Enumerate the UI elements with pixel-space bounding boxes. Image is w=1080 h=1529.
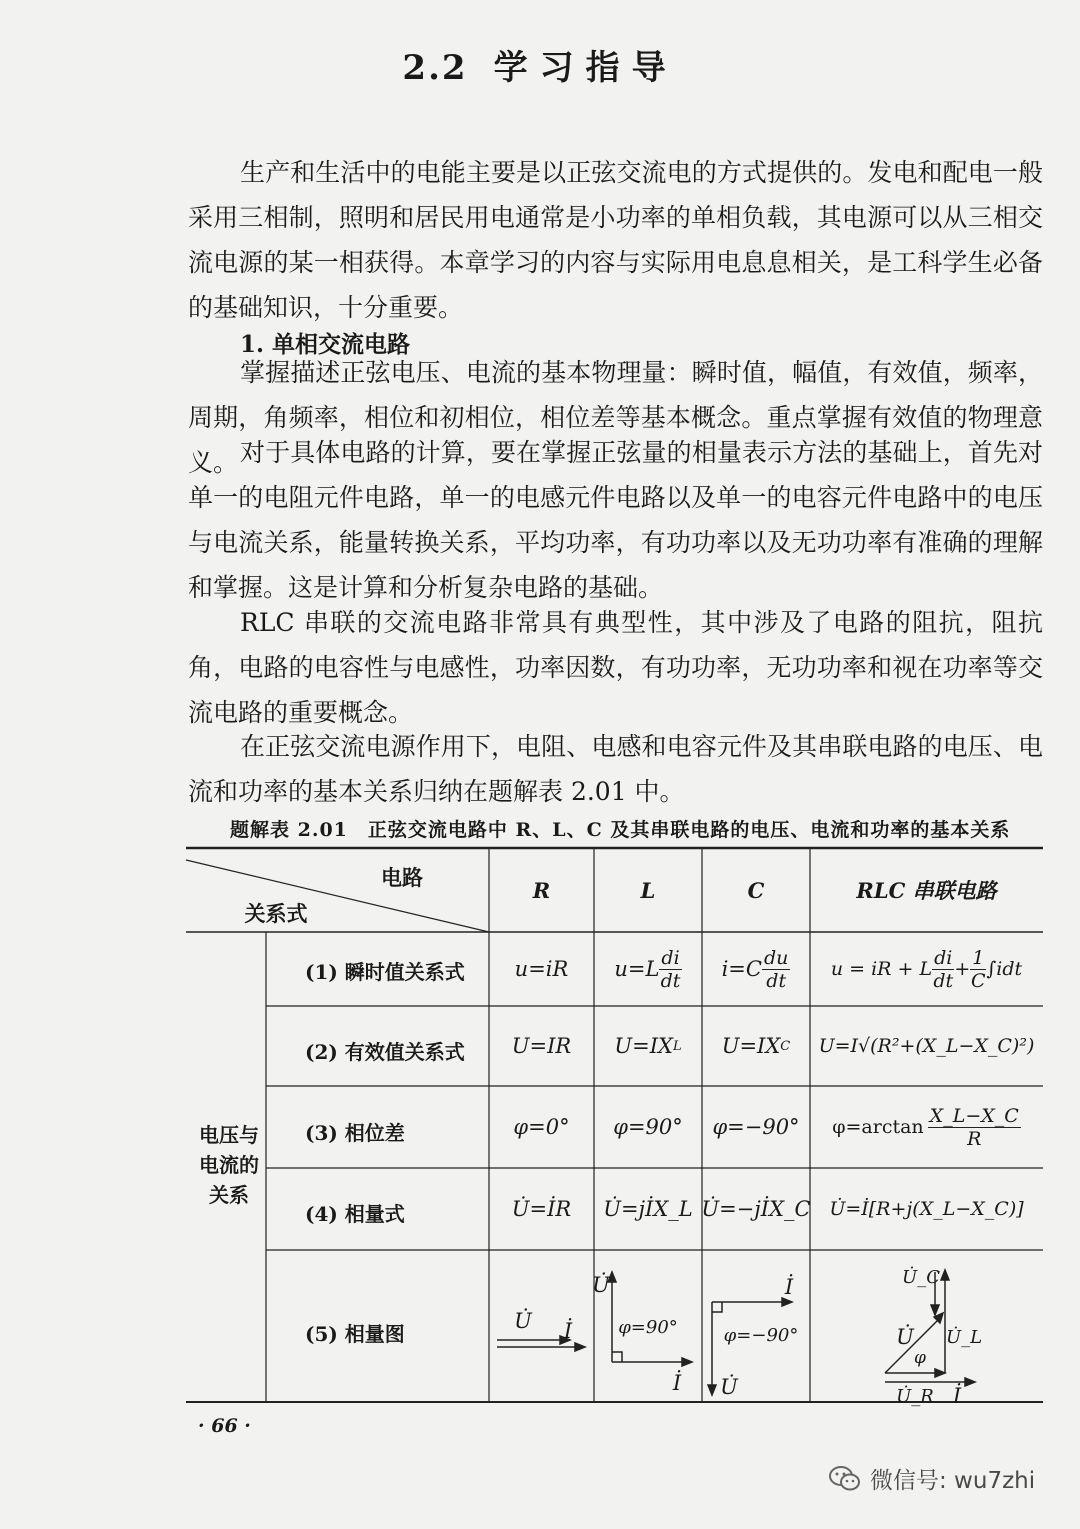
rlc-diagram-phi: φ	[914, 1348, 926, 1368]
rlc-phase-den: R	[967, 1127, 982, 1150]
group-label: 电压与电流的关系	[199, 1123, 259, 1207]
c-inst-pre: i=C	[721, 957, 762, 981]
l-inst-num: di	[661, 946, 680, 969]
c-inst-frac	[762, 947, 790, 992]
rlc-phase-frac	[928, 1105, 1021, 1150]
l-inst-frac	[659, 947, 681, 992]
cell-c-instantaneous	[702, 932, 810, 1006]
l-diagram-i: İ	[672, 1371, 682, 1395]
cell-rlc-effective: U=I√(R²+(X_L−X_C)²)	[818, 1035, 1035, 1057]
wechat-label: 微信号: wu7zhi	[870, 1468, 1036, 1494]
wechat-watermark	[828, 1462, 1035, 1495]
cell-r-phasor-form: U̇=İR	[511, 1197, 572, 1221]
rlc-inst-c: ∫idt	[986, 958, 1023, 980]
header-corner-relation: 关系式	[244, 901, 308, 926]
rlc-inst-num1: di	[934, 946, 953, 969]
cell-c-phasor-form: U̇=−jİX_C	[701, 1197, 811, 1221]
row-label-phasor-form: (4) 相量式	[305, 1202, 405, 1226]
cell-l-instantaneous	[594, 932, 702, 1006]
row-label-effective: (2) 有效值关系式	[305, 1040, 465, 1064]
rlc-inst-b: +	[954, 958, 971, 980]
c-diagram-i: İ	[784, 1275, 794, 1299]
page-number: · 66 ·	[198, 1415, 251, 1437]
r-diagram-u: U̇	[514, 1309, 532, 1333]
section-number: 2.2	[402, 48, 468, 88]
cell-c-effective	[702, 1006, 810, 1086]
rlc-diagram-i: İ	[952, 1384, 962, 1408]
cell-r-instantaneous: u=iR	[514, 957, 569, 981]
row-label-instantaneous: (1) 瞬时值关系式	[305, 960, 465, 984]
l-diagram-phi: φ=90°	[618, 1316, 678, 1338]
header-corner-circuit: 电路	[381, 865, 423, 890]
l-inst-pre: u=L	[614, 957, 660, 981]
subheading: 1. 单相交流电路	[240, 331, 411, 358]
paragraph-rlc: RLC 串联的交流电路非常具有典型性，其中涉及了电路的阻抗，阻抗角，电路的电容性与电感性，功率因数，有功功率，无功功率和视在功率等交流电路的重要概念。	[188, 608, 1043, 727]
rlc-inst-den2: C	[971, 969, 986, 992]
cell-l-phase: φ=90°	[613, 1115, 683, 1139]
l-inst-den: dt	[660, 969, 681, 992]
c-eff-main: U=IX	[721, 1034, 781, 1058]
section-title: 学习指导	[493, 48, 678, 88]
paragraph-intro: 生产和生活中的电能主要是以正弦交流电的方式提供的。发电和配电一般采用三相制，照明和居民用电通常是小功率的单相负载，其电源可以从三相交流电源的某一相获得。本章学习的内容与实际用电息息相关，是工科学生必备的基础知识，十分重要。	[188, 158, 1043, 322]
cell-l-effective	[594, 1006, 702, 1086]
cell-r-phase: φ=0°	[513, 1115, 570, 1139]
cell-c-phase: φ=−90°	[712, 1115, 800, 1139]
paragraph-quantities: 掌握描述正弦电压、电流的基本物理量：瞬时值，幅值，有效值，频率，周期，角频率，相位和初相位，相位差等基本概念。重点掌握有效值的物理意义。	[188, 358, 1043, 477]
rlc-inst-frac1	[932, 947, 954, 992]
header-col-rlc: RLC 串联电路	[856, 878, 997, 903]
rlc-diagram-ul: U̇_L	[945, 1326, 983, 1348]
l-eff-sub: L	[672, 1038, 682, 1054]
cell-rlc-instantaneous	[810, 932, 1043, 1006]
c-inst-den: dt	[766, 969, 787, 992]
rlc-inst-a: u = iR + L	[830, 958, 933, 980]
header-col-r: R	[532, 877, 551, 903]
rlc-inst-den1: dt	[933, 969, 954, 992]
table-caption: 题解表 2.01 正弦交流电路中 R、L、C 及其串联电路的电压、电流和功率的基本关系	[230, 819, 1011, 841]
paragraph-calc: 对于具体电路的计算，要在掌握正弦量的相量表示方法的基础上，首先对单一的电阻元件电路，单一的电感元件电路以及单一的电容元件电路中的电压与电流关系，能量转换关系，平均功率，有功功率以及无功功率有准确的理解和掌握。这是计算和分析复杂电路的基础。	[188, 438, 1043, 602]
c-inst-num: du	[763, 946, 789, 969]
r-diagram-i: İ	[563, 1319, 573, 1343]
l-diagram-u: U̇	[592, 1273, 610, 1297]
rlc-diagram-uc: U̇_C	[902, 1266, 940, 1288]
row-label-phase: (3) 相位差	[305, 1121, 405, 1145]
row-label-phasor-diagram: (5) 相量图	[305, 1322, 405, 1346]
rlc-inst-frac2	[970, 947, 986, 992]
rlc-diagram-u: U̇	[896, 1325, 914, 1349]
l-eff-main: U=IX	[614, 1034, 673, 1058]
wechat-icon	[828, 1465, 862, 1493]
rlc-phase-pre: φ=arctan	[832, 1116, 924, 1138]
cell-l-phasor-form: U̇=jİX_L	[603, 1197, 693, 1221]
c-diagram-phi: φ=−90°	[723, 1324, 799, 1346]
rlc-diagram-ur: U̇_R	[896, 1385, 934, 1407]
paragraph-summary: 在正弦交流电源作用下，电阻、电感和电容元件及其串联电路的电压、电流和功率的基本关系归纳在题解表 2.01 中。	[188, 732, 1043, 806]
cell-rlc-phasor-form: U̇=İ[R+j(X_L−X_C)]	[829, 1198, 1024, 1220]
c-diagram-u: U̇	[720, 1375, 738, 1399]
header-col-l: L	[640, 877, 656, 903]
header-col-c: C	[747, 877, 765, 903]
rlc-inst-num2: 1	[972, 946, 985, 969]
cell-r-effective: U=IR	[511, 1034, 572, 1058]
rlc-phase-num: X_L−X_C	[929, 1104, 1019, 1127]
cell-rlc-phase	[810, 1086, 1043, 1168]
c-eff-sub: C	[780, 1038, 791, 1054]
